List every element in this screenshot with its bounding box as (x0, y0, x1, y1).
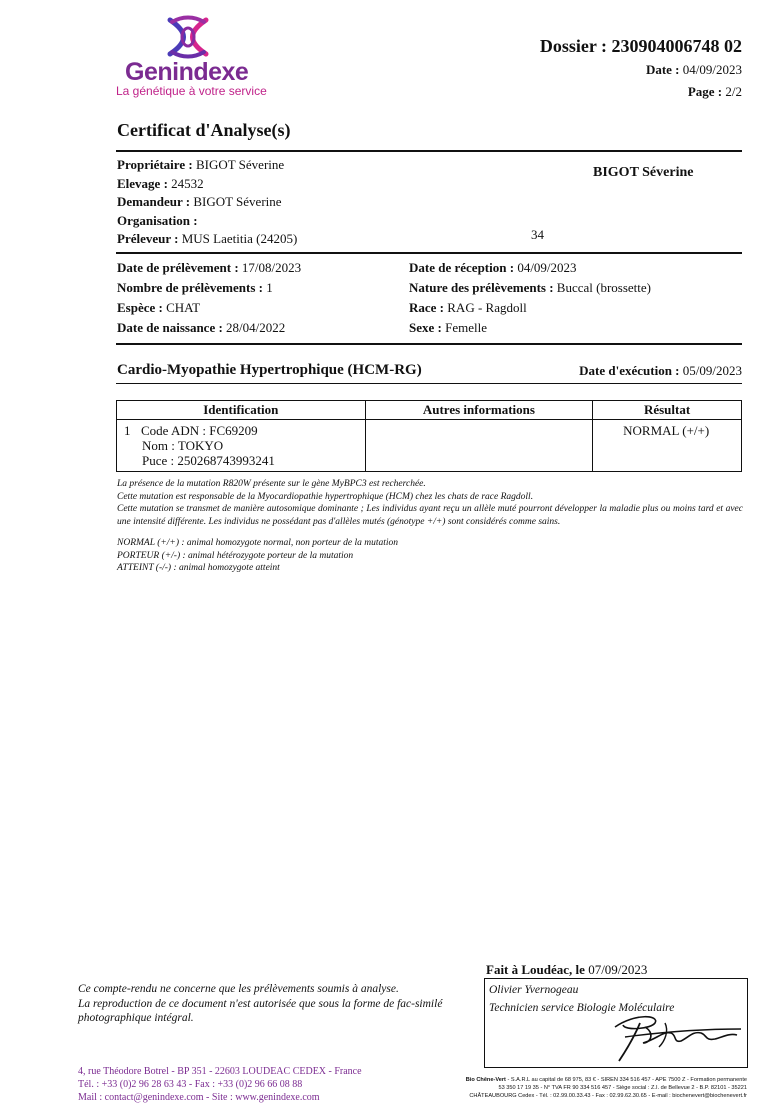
execution-date: Date d'exécution : 05/09/2023 (579, 363, 742, 378)
disclaimer-line-2: La reproduction de ce document n'est autorisée que sous la forme de fac-similé (78, 997, 443, 1010)
genotype-legend (117, 537, 398, 575)
table-row (117, 420, 742, 472)
brand-name: Genindexe (125, 58, 249, 86)
handwritten-signature-icon (585, 1003, 745, 1065)
note-2: Cette mutation est responsable de la Myocardiopathie hypertrophique (HCM) chez les chats de race Ragdoll. (117, 491, 534, 502)
test-divider (116, 383, 742, 384)
code-adn: Code ADN : FC69209 (141, 423, 258, 438)
signatory-role: Technicien service Biologie Moléculaire (489, 1002, 675, 1014)
disclaimer-line-3: photographique intégral. (78, 1012, 194, 1024)
demandeur-row: Demandeur : BIGOT Séverine (117, 194, 282, 209)
disclaimer-line-1: Ce compte-rendu ne concerne que les prélèvements soumis à analyse. (78, 983, 399, 995)
address-name: BIGOT Séverine (593, 165, 694, 180)
disclaimer (78, 982, 442, 1026)
puce: Puce : 250268743993241 (142, 453, 275, 468)
footer-mail: Mail : contact@genindexe.com - Site : www.genindexe.com (78, 1092, 320, 1103)
address-code: 34 (531, 227, 544, 242)
page-title: Certificat d'Analyse(s) (117, 120, 291, 140)
sexe-row: Sexe : Femelle (409, 320, 487, 335)
note-1: La présence de la mutation R820W présente sur le gène MyBPC3 est recherchée. (117, 479, 426, 489)
date-label: Date : (645, 62, 680, 77)
note-3: Cette mutation se transmet de manière autosomique dominante ; Les individus ayant reçu un allèle muté pourront développer la maladie plus ou moins tard et avec une intensité différente. Les individus ne possédant pas d'allèles mutés (génotype +/+) sont considérés comme sains. (117, 504, 743, 527)
nombre-prelevements-row: Nombre de prélèvements : 1 (117, 280, 273, 295)
footer-phone: Tél. : +33 (0)2 96 28 63 43 - Fax : +33 (0)2 96 66 08 88 (78, 1079, 303, 1090)
naissance-row: Date de naissance : 28/04/2022 (117, 320, 286, 335)
document-date (646, 62, 742, 78)
col-identification: Identification (117, 401, 366, 420)
logo (116, 14, 276, 98)
owner-block (117, 156, 297, 249)
date-value: 04/09/2023 (682, 62, 742, 77)
espece-row: Espèce : CHAT (117, 300, 201, 315)
legend-atteint: ATTEINT (-/-) : animal homozygote atteint (117, 563, 280, 573)
row-index: 1 (124, 423, 131, 438)
sample-divider (116, 343, 742, 345)
signatory-name: Olivier Yvernogeau (489, 984, 579, 996)
fait-a: Fait à Loudéac, le 07/09/2023 (486, 962, 648, 977)
preleveur-row: Préleveur : MUS Laetitia (24205) (117, 231, 298, 246)
date-prelevement-row: Date de prélèvement : 17/08/2023 (117, 260, 302, 275)
elevage-row: Elevage : 24532 (117, 175, 204, 191)
col-resultat: Résultat (593, 401, 742, 420)
brand-tagline: La génétique à votre service (116, 84, 267, 98)
page-number (688, 84, 742, 100)
test-name: Cardio-Myopathie Hypertrophique (HCM-RG) (117, 362, 422, 378)
footer-contact (78, 1065, 362, 1104)
reception-row: Date de réception : 04/09/2023 (409, 260, 577, 275)
proprietaire-row: Propriétaire : BIGOT Séverine (117, 157, 285, 172)
notes (117, 478, 743, 528)
autres-cell (365, 420, 593, 472)
dossier-number: Dossier : 230904006748 02 (539, 36, 742, 56)
footer-bio-chene-vert (402, 1076, 747, 1100)
col-autres: Autres informations (365, 401, 593, 420)
table-header-row (117, 401, 742, 420)
page-value: 2/2 (725, 84, 742, 99)
results-table (116, 400, 742, 472)
genindexe-logo-icon (162, 14, 214, 60)
bio-line-3: CHÂTEAUBOURG Cedex - Tél. : 02.99.00.33.43 - Fax : 02.99.62.30.65 - E-mail : biochenevert@biochenevert.fr (469, 1093, 747, 1099)
legend-normal: NORMAL (+/+) : animal homozygote normal, non porteur de la mutation (117, 538, 399, 548)
bio-line-1: Bio Chêne-Vert - S.A.R.L au capital de 68 975, 83 € - SIREN 334 516 457 - APE 7500 Z - Formation permanente (465, 1077, 747, 1083)
legend-porteur: PORTEUR (+/-) : animal hétérozygote porteur de la mutation (117, 550, 354, 561)
identification-cell (117, 420, 366, 472)
resultat-cell: NORMAL (+/+) (593, 420, 742, 472)
animal-name: Nom : TOKYO (142, 438, 224, 453)
organisation-row: Organisation : (117, 212, 198, 228)
page-label: Page : (687, 84, 723, 99)
nature-row: Nature des prélèvements : Buccal (brossette) (409, 280, 651, 295)
sample-left (117, 258, 301, 338)
bio-line-2: 53 350 17 19 35 - N° TVA FR 90 334 516 457 - Siège social : Z.I. de Bellevue 2 - B.P. 82101 - 35221 (498, 1085, 747, 1091)
owner-divider (116, 252, 742, 254)
sample-right (409, 258, 651, 338)
signature-box (484, 978, 748, 1068)
race-row: Race : RAG - Ragdoll (409, 300, 527, 315)
title-divider (116, 150, 742, 152)
footer-address: 4, rue Théodore Botrel - BP 351 - 22603 LOUDEAC CEDEX - France (78, 1066, 362, 1077)
